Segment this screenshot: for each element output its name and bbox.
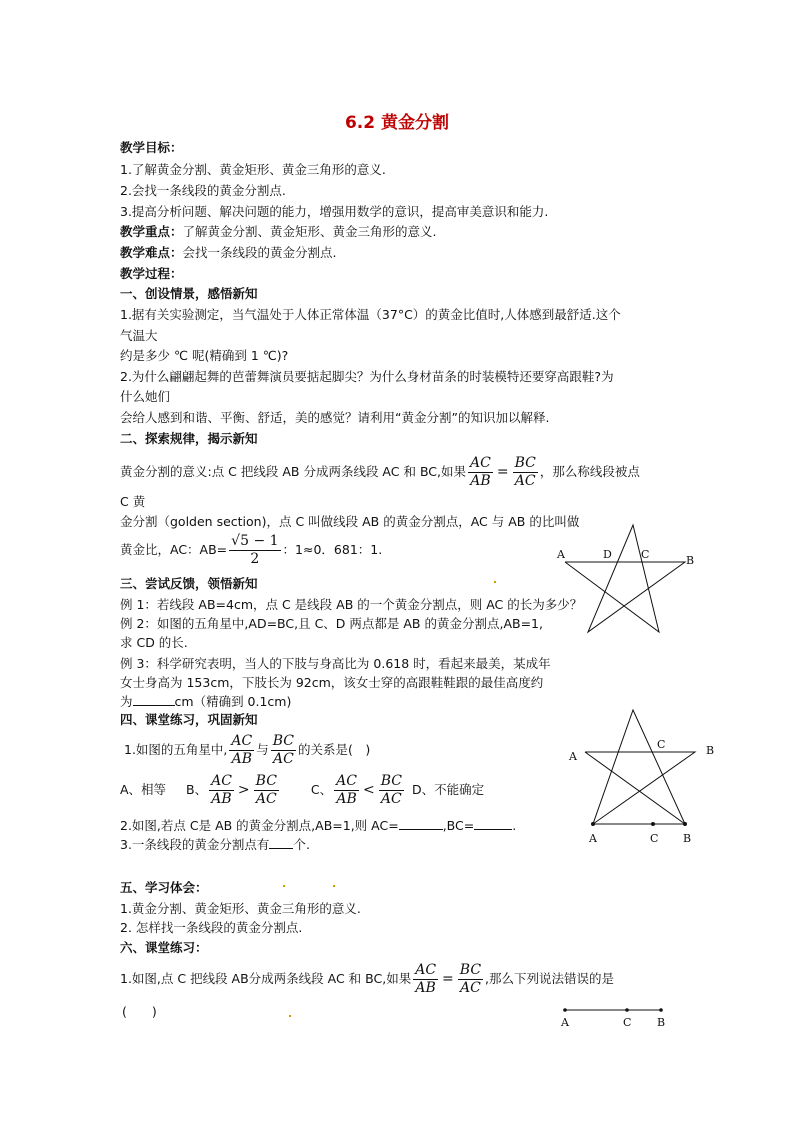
- denominator: AB: [336, 790, 357, 807]
- example-line: 女士身高为 153cm，下肢长为 92cm，该女士穿的高跟鞋鞋跟的最佳高度约: [120, 675, 544, 690]
- star-outline: [585, 710, 695, 824]
- answer-blank[interactable]: [133, 693, 175, 706]
- key-text: 了解黄金分割、黄金矩形、黄金三角形的意义.: [182, 224, 437, 239]
- s1-heading: 一、创设情景，感悟新知: [120, 286, 258, 301]
- fraction-bc-ac: [513, 455, 538, 490]
- label-a-bottom: A: [589, 832, 597, 845]
- numerator: AC: [415, 961, 437, 978]
- answer-paren: ( ): [122, 1004, 157, 1019]
- numerator: AC: [470, 454, 491, 471]
- numerator: √5 − 1: [231, 532, 279, 549]
- numerator: AC: [231, 732, 253, 749]
- denominator: AC: [460, 979, 481, 996]
- label-d: D: [603, 548, 612, 561]
- label-c: C: [657, 738, 666, 751]
- denominator: AB: [415, 979, 436, 996]
- label-a: A: [561, 1016, 569, 1029]
- golden-ratio-line: [120, 529, 382, 571]
- fraction-sqrt5: [229, 533, 280, 568]
- answer-blank[interactable]: [269, 836, 293, 849]
- numerator: BC: [514, 454, 536, 471]
- denominator: AB: [211, 790, 232, 807]
- fraction-ac-ab: [468, 455, 493, 490]
- example-line: 例 3：科学研究表明，当人的下肢与身高比为 0.618 时，看起来最美，某成年: [120, 656, 551, 671]
- denominator: AC: [272, 750, 294, 767]
- s6-heading: 六、课堂练习：: [120, 940, 208, 955]
- question-text: 3.一条线段的黄金分割点有: [120, 837, 270, 852]
- key-point: [120, 224, 437, 240]
- question-text: 1.如图,点 C 把线段 AB分成两条线段 AC 和 BC,如果: [120, 971, 412, 986]
- fraction-ac-ab: [209, 773, 234, 808]
- figure-star-1: [555, 520, 705, 635]
- figure-segment: [555, 1000, 675, 1032]
- process-heading: 教学过程：: [120, 266, 183, 281]
- exercise-q1: [124, 731, 370, 769]
- speck: [333, 885, 335, 887]
- question-text: ,那么下列说法错误的是: [485, 971, 615, 986]
- difficulty-label: 教学难点：: [120, 245, 183, 260]
- s5-heading: 五、学习体会：: [120, 880, 208, 895]
- goal-item-3: 3.提高分析问题、解决问题的能力，增强用数学的意识，提高审美意识和能力.: [120, 204, 549, 219]
- exercise-q3: [120, 836, 310, 853]
- speck: [494, 581, 496, 583]
- example-text: 为: [120, 694, 133, 709]
- question-text: ,BC=: [442, 818, 475, 833]
- goals-heading: 教学目标：: [120, 140, 183, 155]
- label-a: A: [569, 750, 577, 763]
- s1-line: 会给人感到和谐、平衡、舒适，美的感觉？请利用“黄金分割”的知识加以解释.: [120, 410, 550, 425]
- s1-line: 约是多少 ℃ 呢(精确到 1 ℃)?: [120, 348, 289, 363]
- s4-heading: 四、课堂练习，巩固新知: [120, 712, 258, 727]
- goal-item-1: 1.了解黄金分割、黄金矩形、黄金三角形的意义.: [120, 162, 386, 177]
- question-text: 个.: [293, 837, 310, 852]
- page-title: 6.2 黄金分割: [344, 113, 450, 133]
- difficulty-point: [120, 245, 337, 261]
- answer-blank[interactable]: [399, 817, 443, 830]
- option-c: C、: [310, 782, 333, 797]
- fraction-bc-ac: [271, 733, 296, 768]
- point-a: [591, 822, 595, 826]
- denominator: AB: [231, 750, 253, 767]
- denominator: AB: [470, 472, 491, 489]
- option-d: D、不能确定: [411, 782, 485, 797]
- point-c: [625, 1008, 629, 1012]
- fraction-bc-ac: [458, 962, 483, 997]
- denominator: AC: [255, 790, 277, 807]
- denominator: 2: [250, 550, 260, 567]
- point-a: [563, 1008, 567, 1012]
- exercise-q1-options: [120, 771, 484, 809]
- s1-line: 2.为什么翩翩起舞的芭蕾舞演员要掂起脚尖？为什么身材苗条的时装模特还要穿高跟鞋?为: [120, 369, 614, 384]
- point-b: [683, 822, 687, 826]
- equals-sign: =: [496, 464, 509, 480]
- s1-line: 什么她们: [120, 389, 171, 404]
- numerator: BC: [255, 772, 277, 789]
- practice-q1: [120, 959, 614, 999]
- label-a: A: [557, 548, 565, 561]
- question-text: .: [512, 818, 517, 833]
- example-line: [120, 693, 291, 710]
- greater-sign: >: [237, 782, 250, 798]
- numerator: AC: [336, 772, 357, 789]
- question-text: 与: [256, 742, 269, 757]
- fraction-bc-ac: [379, 773, 404, 808]
- label-b: B: [706, 744, 715, 757]
- golden-definition: [120, 452, 640, 492]
- example-text: cm（精确到 0.1cm): [174, 694, 292, 709]
- definition-cont: 金分割（golden section)，点 C 叫做线段 AB 的黄金分割点，AC 与 AB 的比叫做: [120, 514, 580, 529]
- s2-heading: 二、探索规律，揭示新知: [120, 431, 258, 446]
- example-line: 例 1：若线段 AB=4cm，点 C 是线段 AB 的一个黄金分割点，则 AC 的长为多少？: [120, 597, 583, 612]
- fraction-ac-ab: [229, 733, 254, 768]
- label-b-bottom: B: [683, 832, 692, 845]
- label-c: C: [641, 548, 650, 561]
- speck: [289, 1015, 291, 1017]
- star-outline: [565, 525, 685, 632]
- answer-blank[interactable]: [474, 817, 512, 830]
- question-text: 1.如图的五角星中,: [124, 742, 228, 757]
- point-c: [651, 822, 655, 826]
- label-c-bottom: C: [650, 832, 659, 845]
- numerator: BC: [459, 961, 482, 978]
- less-sign: <: [362, 782, 375, 798]
- ratio-text: 黄金比，AC：AB=: [120, 542, 228, 557]
- example-line: 例 2：如图的五角星中,AD=BC,且 C、D 两点都是 AB 的黄金分割点,AB=1,: [120, 616, 543, 631]
- example-line: 求 CD 的长.: [120, 635, 188, 650]
- fraction-bc-ac: [254, 773, 279, 808]
- question-text: 的关系是( ): [298, 742, 371, 757]
- numerator: BC: [380, 772, 402, 789]
- exercise-q2: [120, 817, 516, 834]
- numerator: BC: [272, 732, 295, 749]
- key-label: 教学重点：: [120, 224, 183, 239]
- denominator: AC: [514, 472, 536, 489]
- s1-line: 1.据有关实验测定，当气温处于人体正常体温（37°C）的黄金比值时,人体感到最舒适.这个: [120, 307, 621, 322]
- s1-line: 气温大: [120, 328, 158, 343]
- goal-item-2: 2.会找一条线段的黄金分割点.: [120, 183, 286, 198]
- label-b: B: [686, 554, 695, 567]
- point-b: [659, 1008, 663, 1012]
- fraction-ac-ab: [413, 962, 438, 997]
- definition-text: 黄金分割的意义:点 C 把线段 AB 分成两条线段 AC 和 BC,如果: [120, 464, 466, 479]
- figure-star-2: [565, 708, 725, 848]
- ratio-text: ：1≈0．681：1.: [282, 542, 383, 557]
- numerator: AC: [211, 772, 232, 789]
- label-c: C: [623, 1016, 632, 1029]
- equals-sign: =: [442, 971, 454, 987]
- label-b: B: [657, 1016, 666, 1029]
- option-b: B、: [186, 782, 208, 797]
- definition-text: ，那么称线段被点: [539, 464, 640, 479]
- definition-cont: C 黄: [120, 494, 146, 509]
- question-text: 2.如图,若点 C是 AB 的黄金分割点,AB=1,则 AC=: [120, 818, 399, 833]
- option-a: A、相等: [120, 782, 167, 797]
- speck: [283, 885, 285, 887]
- fraction-ac-ab: [334, 773, 359, 808]
- reflection-item: 2. 怎样找一条线段的黄金分割点.: [120, 920, 303, 935]
- denominator: AC: [380, 790, 402, 807]
- difficulty-text: 会找一条线段的黄金分割点.: [182, 245, 337, 260]
- s3-heading: 三、尝试反馈，领悟新知: [120, 576, 258, 591]
- reflection-item: 1.黄金分割、黄金矩形、黄金三角形的意义.: [120, 901, 361, 916]
